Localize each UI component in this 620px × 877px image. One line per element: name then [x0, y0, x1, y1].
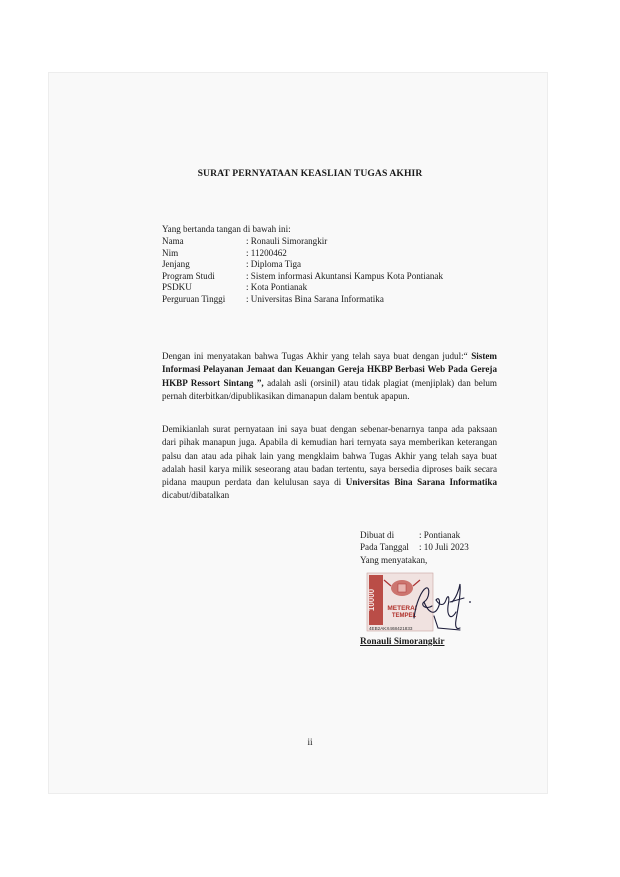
- field-row-psdku: [162, 282, 443, 294]
- document-title: SURAT PERNYATAAN KEASLIAN TUGAS AKHIR: [197, 168, 423, 179]
- stamp-amount: 10000: [367, 588, 376, 612]
- statement-text-end: adalah asli (orsinil) atau tidak plagiat (menjiplak) dan belum pernah diterbitkan/dipublikasikan dimanapun dalam bentuk apapun.: [162, 377, 497, 401]
- meterai-stamp-icon: [364, 572, 474, 634]
- field-label: Jenjang: [162, 259, 190, 270]
- stamp-signature-area: [364, 572, 474, 634]
- field-label: Nim: [162, 247, 179, 258]
- stamp-meterai-text: METERAI: [387, 605, 417, 612]
- field-value: : Sistem informasi Akuntansi Kampus Kota Pontianak: [246, 270, 444, 281]
- signatory-name: Ronauli Simorangkir: [360, 637, 445, 647]
- closing-text: Yang menyatakan,: [360, 554, 428, 565]
- place-value: : Pontianak: [419, 530, 461, 540]
- university-name: Universitas Bina Sarana Informatika: [345, 477, 498, 488]
- field-label: Perguruan Tinggi: [162, 293, 226, 304]
- date-value: : 10 Juli 2023: [419, 542, 469, 553]
- field-row-nama: [162, 236, 443, 248]
- place-label: Dibuat di: [360, 530, 395, 540]
- declaration-text-end: dicabut/dibatalkan: [162, 490, 230, 501]
- statement-paragraph: [162, 350, 497, 403]
- stamp-tempel-text: TEMPEL: [391, 613, 417, 619]
- field-label: PSDKU: [162, 282, 192, 293]
- date-row: [360, 541, 469, 553]
- field-row-program-studi: [162, 271, 443, 283]
- field-label: Program Studi: [162, 270, 215, 281]
- page-number: ii: [307, 737, 313, 747]
- thesis-title: Sistem Informasi Pelayanan Jemaat dan Keuangan Gereja HKBP Berbasi Web Pada Gereja HKBP Ressort Sintang ”,: [162, 351, 497, 388]
- place-row: [360, 529, 469, 541]
- field-value: : Universitas Bina Sarana Informatika: [246, 293, 384, 304]
- stamp-serial: 4EB2AKX468421833: [369, 626, 413, 631]
- field-value: : 11200462: [246, 247, 287, 258]
- field-value: : Kota Pontianak: [246, 282, 308, 293]
- field-value: : Diploma Tiga: [246, 259, 302, 270]
- intro-text: Yang bertanda tangan di bawah ini:: [162, 224, 291, 234]
- identity-fields: [162, 236, 443, 306]
- declaration-paragraph: [162, 423, 497, 503]
- field-row-jenjang: [162, 259, 443, 271]
- field-row-perguruan-tinggi: [162, 294, 443, 306]
- field-row-nim: [162, 248, 443, 260]
- field-label: Nama: [162, 236, 184, 246]
- statement-text: Dengan ini menyatakan bahwa Tugas Akhir yang telah saya buat dengan judul:“: [162, 351, 472, 361]
- date-label: Pada Tanggal: [360, 542, 409, 553]
- signoff-block: [360, 529, 469, 566]
- field-value: : Ronauli Simorangkir: [246, 236, 328, 246]
- declaration-text: Demikianlah surat pernyataan ini saya buat dengan sebenar-benarnya tanpa ada paksaan dari pihak manapun juga. Apabila di kemudian hari ternyata saya memberikan keterangan palsu dan atau ada pihak lain yang mengklaim bahwa Tugas Akhir yang telah saya buat adalah hasil karya milik seseorang atau badan tertentu, saya bersedia diproses baik secara pidana maupun perdata dan kelulusan saya di: [162, 424, 497, 488]
